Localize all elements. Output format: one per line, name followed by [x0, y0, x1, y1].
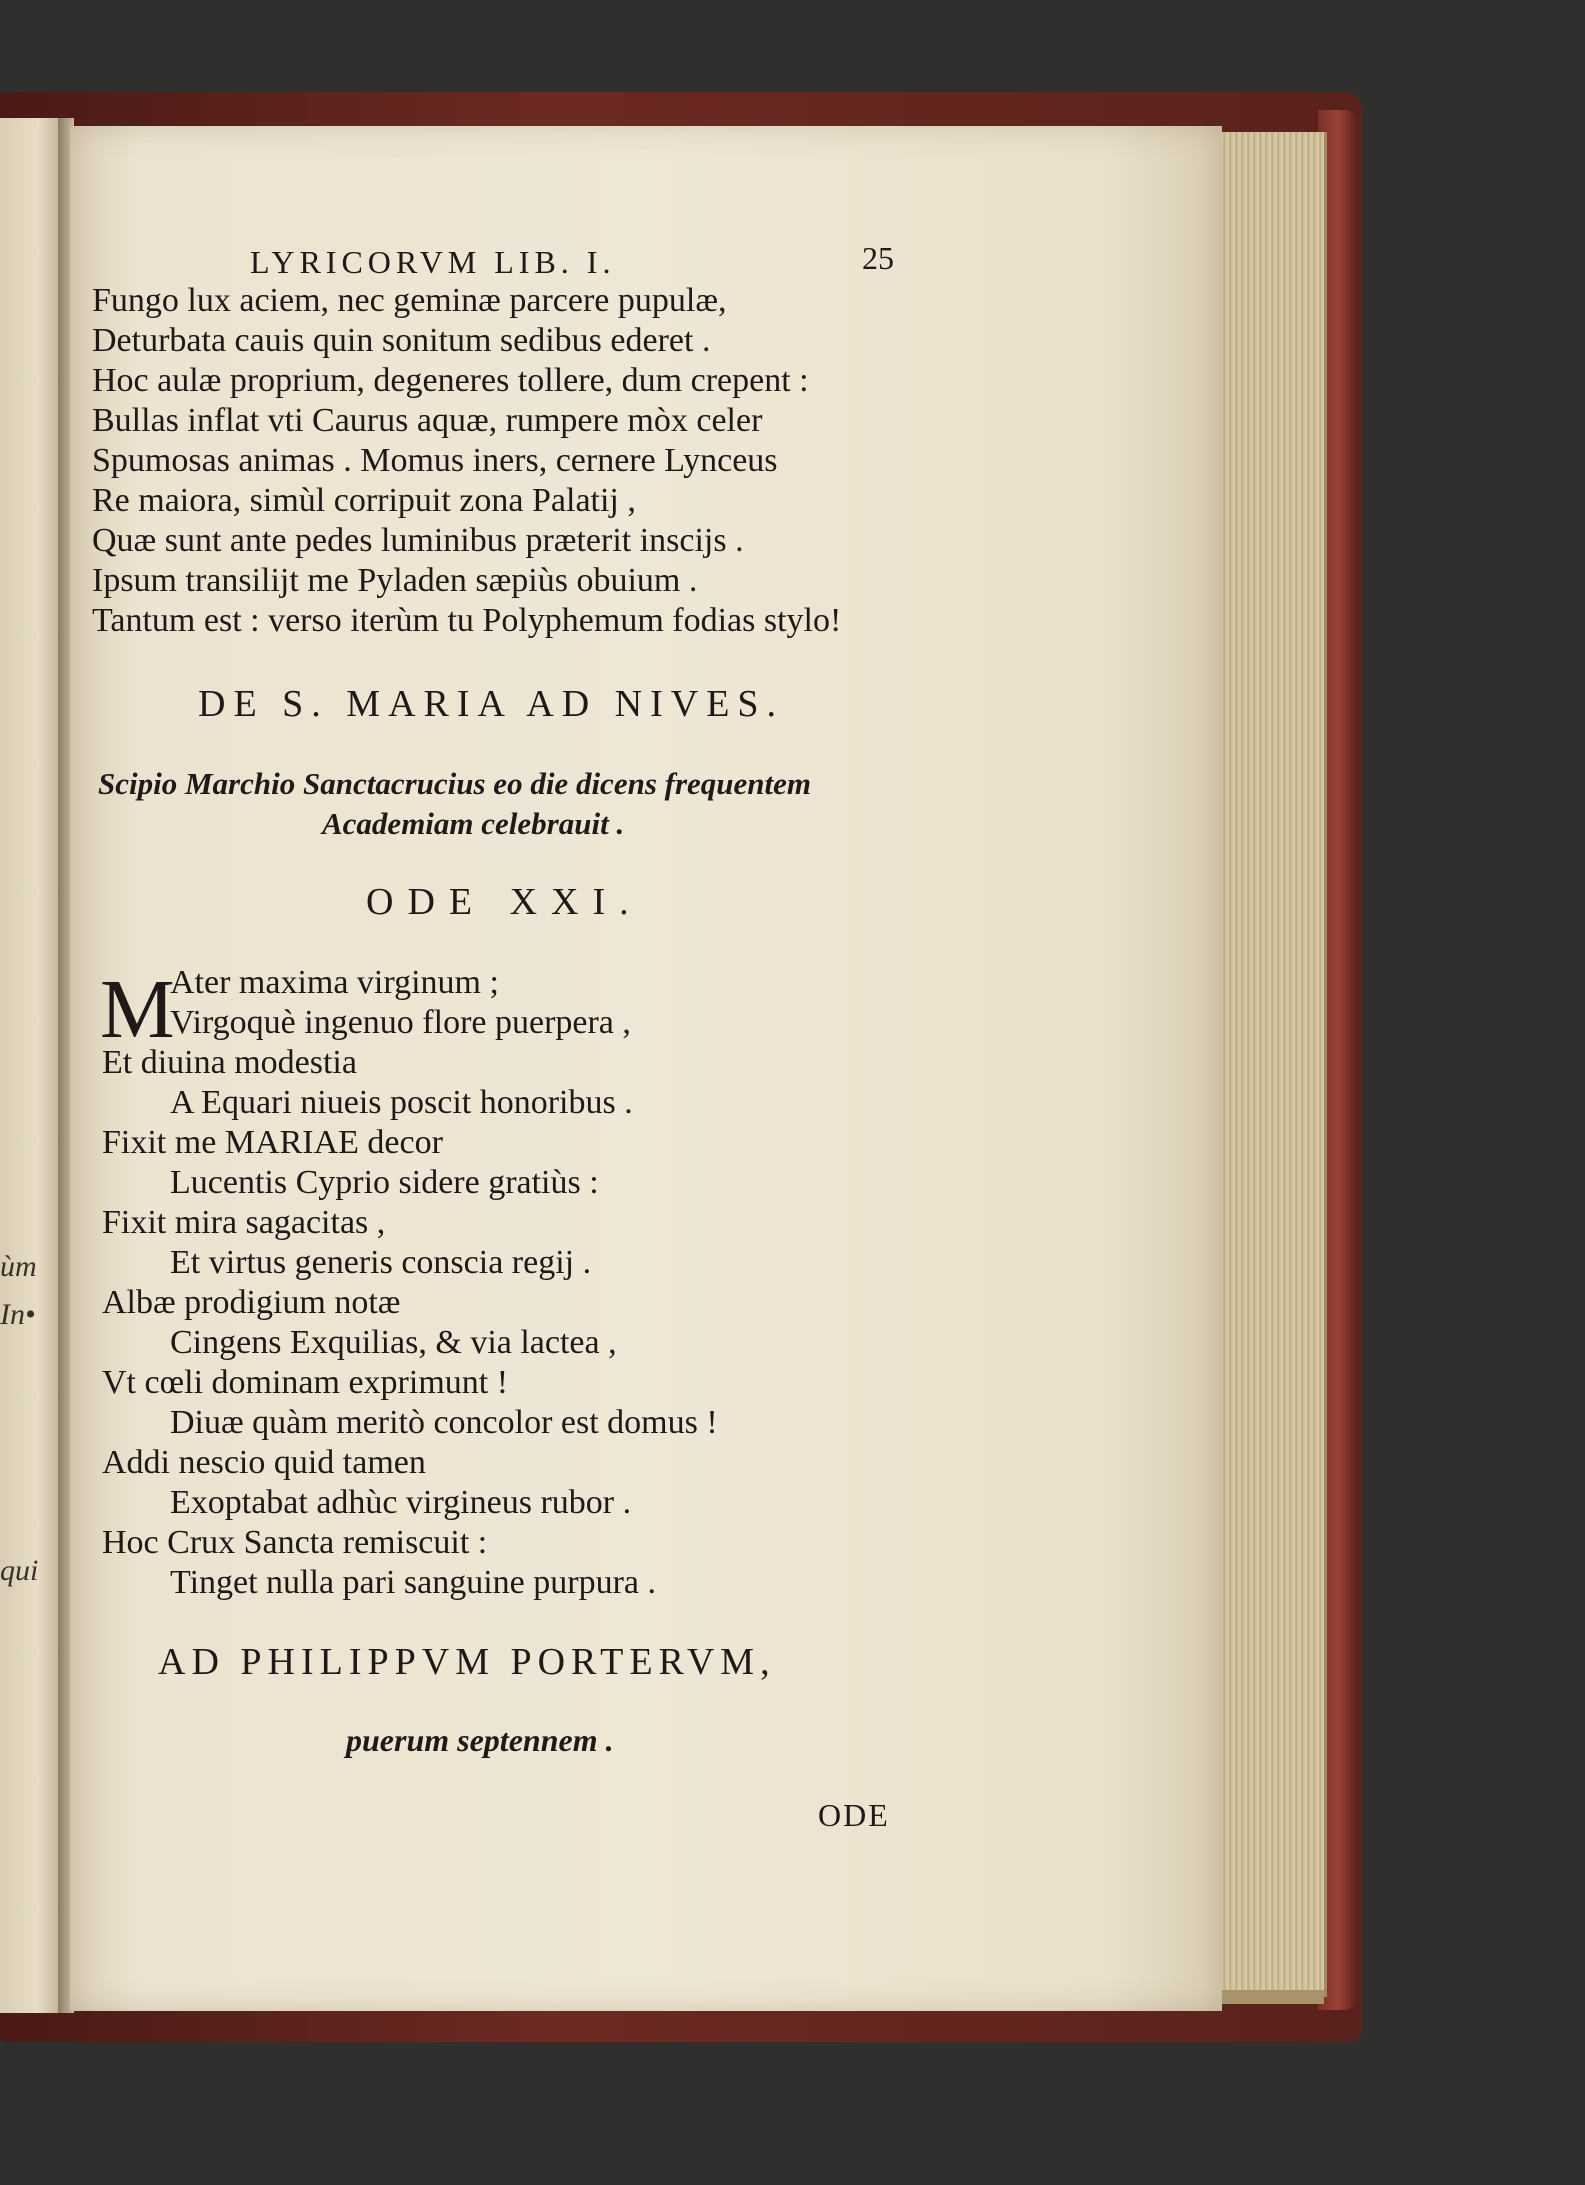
dedication-line: Academiam celebrauit . [322, 806, 625, 841]
poem-line: Quæ sunt ante pedes luminibus præterit inscijs . [92, 522, 744, 559]
poem-line: Hoc aulæ proprium, degeneres tollere, dum crepent : [92, 362, 809, 399]
ode-line: Et virtus generis conscia regij . [170, 1244, 592, 1281]
left-page-fragment: qui [0, 1554, 39, 1587]
catchword: ODE [818, 1797, 890, 1833]
ode-line: Hoc Crux Sancta remiscuit : [102, 1524, 488, 1561]
poem-line: Re maiora, simùl corripuit zona Palatij , [92, 482, 636, 519]
ode-line: Et diuina modestia [102, 1044, 357, 1081]
ode-line: Fixit me MARIAE decor [102, 1124, 443, 1161]
poem-line: Ipsum transilijt me Pyladen sæpiùs obuium . [92, 562, 698, 599]
ode-line: Lucentis Cyprio sidere gratiùs : [170, 1164, 599, 1201]
ode-number: ODE XXI. [366, 881, 643, 923]
ode-line: Fixit mira sagacitas , [102, 1204, 386, 1241]
page-edges-bottom [1214, 1990, 1324, 2004]
ode-line: Vt cœli dominam exprimunt ! [102, 1364, 509, 1401]
ode-line: Diuæ quàm meritò concolor est domus ! [170, 1404, 718, 1441]
dedication-line: Scipio Marchio Sanctacrucius eo die dicens frequentem [98, 766, 811, 801]
ode-line: Cingens Exquilias, & via lactea , [170, 1324, 617, 1361]
section-subtitle: puerum septennem . [346, 1722, 614, 1758]
page-number: 25 [862, 240, 894, 276]
page-edges [1214, 132, 1327, 1997]
running-header: LYRICORVM LIB. I. [250, 244, 616, 280]
ode-line: Albæ prodigium notæ [102, 1284, 401, 1321]
ode-line: Exoptabat adhùc virgineus rubor . [170, 1484, 632, 1521]
left-page-fragment: In• [0, 1298, 36, 1331]
poem-line: Deturbata cauis quin sonitum sedibus ederet . [92, 322, 711, 359]
ode-line: Virgoquè ingenuo flore puerpera , [170, 1004, 631, 1041]
drop-cap: M [100, 963, 175, 1056]
ode-line: Tinget nulla pari sanguine purpura . [170, 1564, 656, 1601]
ode-line: A Equari niueis poscit honoribus . [170, 1084, 633, 1121]
left-page [0, 118, 62, 2013]
poem-line: Fungo lux aciem, nec geminæ parcere pupulæ, [92, 282, 727, 319]
poem-line: Spumosas animas . Momus iners, cernere Lynceus [92, 442, 778, 479]
section-title: DE S. MARIA AD NIVES. [198, 683, 785, 725]
ode-line: Addi nescio quid tamen [102, 1444, 426, 1481]
poem-line: Tantum est : verso iterùm tu Polyphemum fodias stylo! [92, 602, 842, 639]
section-title: AD PHILIPPVM PORTERVM, [158, 1641, 776, 1683]
ode-line: Ater maxima virginum ; [170, 964, 499, 1001]
left-page-fragment: ùm [0, 1250, 37, 1283]
poem-line: Bullas inflat vti Caurus aquæ, rumpere mòx celer [92, 402, 763, 439]
